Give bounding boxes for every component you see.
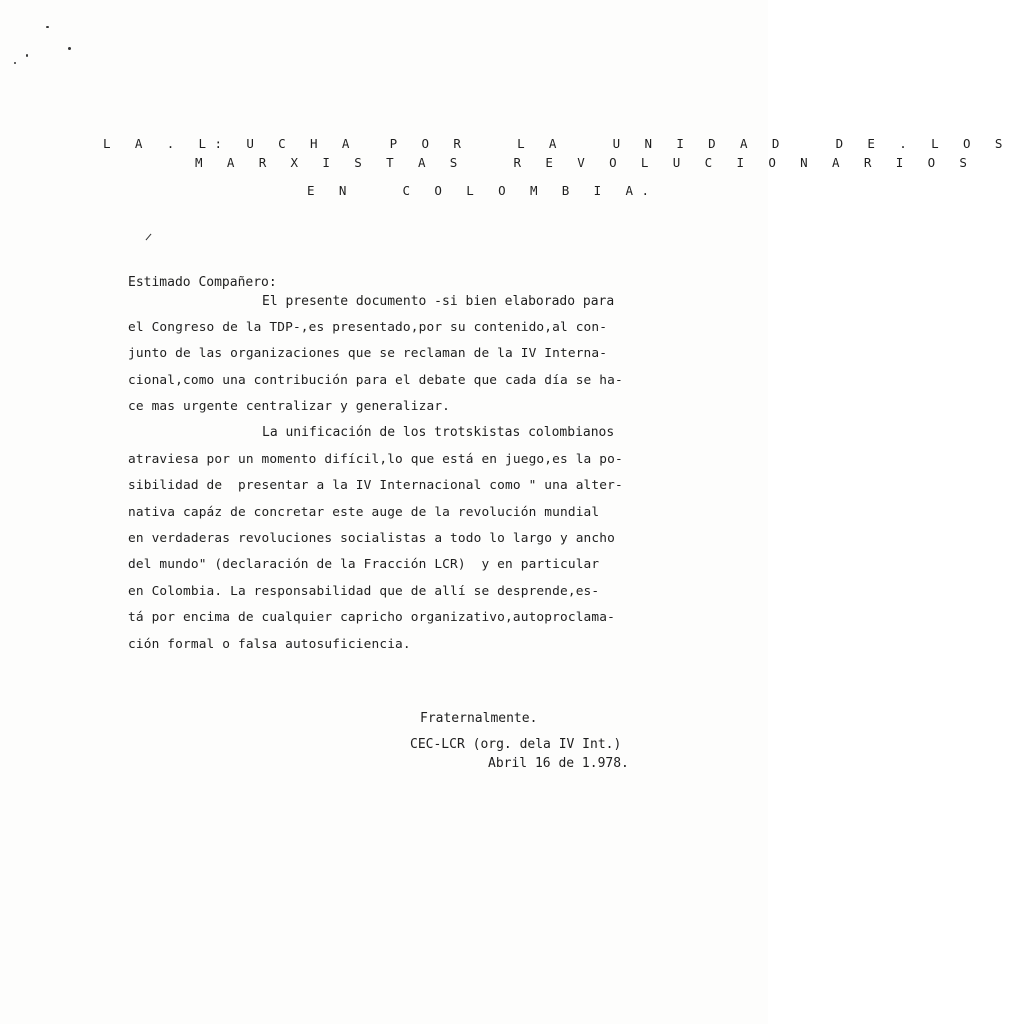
ink-speck (26, 54, 28, 57)
signature: CEC-LCR (org. dela IV Int.) (410, 737, 622, 752)
body-line: atraviesa por un momento difícil,lo que está en juego,es la po- (128, 452, 623, 467)
body-line: tá por encima de cualquier capricho organizativo,autoproclama- (128, 610, 615, 625)
date: Abril 16 de 1.978. (488, 756, 629, 771)
body-line: sibilidad de presentar a la IV Internacional como " una alter- (128, 478, 623, 493)
body-line: del mundo" (declaración de la Fracción LCR) y en particular (128, 557, 600, 572)
closing: Fraternalmente. (420, 711, 538, 726)
body-line: cional,como una contribución para el debate que cada día se ha- (128, 373, 623, 388)
body-line: junto de las organizaciones que se reclaman de la IV Interna- (128, 346, 608, 361)
salutation: Estimado Compañero: (128, 275, 277, 290)
title-line-3: E N C O L O M B I A. (307, 183, 658, 198)
body-line: El presente documento -si bien elaborado para (262, 294, 615, 309)
body-line: La unificación de los trotskistas colombianos (262, 425, 615, 440)
title-line-1: L A . L: U C H A P O R L A U N I D A D D E . L O S (103, 136, 1011, 151)
body-line: el Congreso de la TDP-,es presentado,por su contenido,al con- (128, 320, 608, 335)
body-line: ce mas urgente centralizar y generalizar. (128, 399, 451, 414)
body-line: nativa capáz de concretar este auge de la revolución mundial (128, 505, 600, 520)
ink-speck (14, 62, 16, 64)
pen-mark (146, 234, 152, 241)
ink-speck (68, 47, 71, 50)
title-line-2: M A R X I S T A S R E V O L U C I O N A R I O S (195, 155, 976, 170)
ink-speck (46, 26, 49, 28)
body-line: en verdaderas revoluciones socialistas a todo lo largo y ancho (128, 531, 615, 546)
body-line: ción formal o falsa autosuficiencia. (128, 637, 411, 652)
body-line: en Colombia. La responsabilidad que de allí se desprende,es- (128, 584, 600, 599)
